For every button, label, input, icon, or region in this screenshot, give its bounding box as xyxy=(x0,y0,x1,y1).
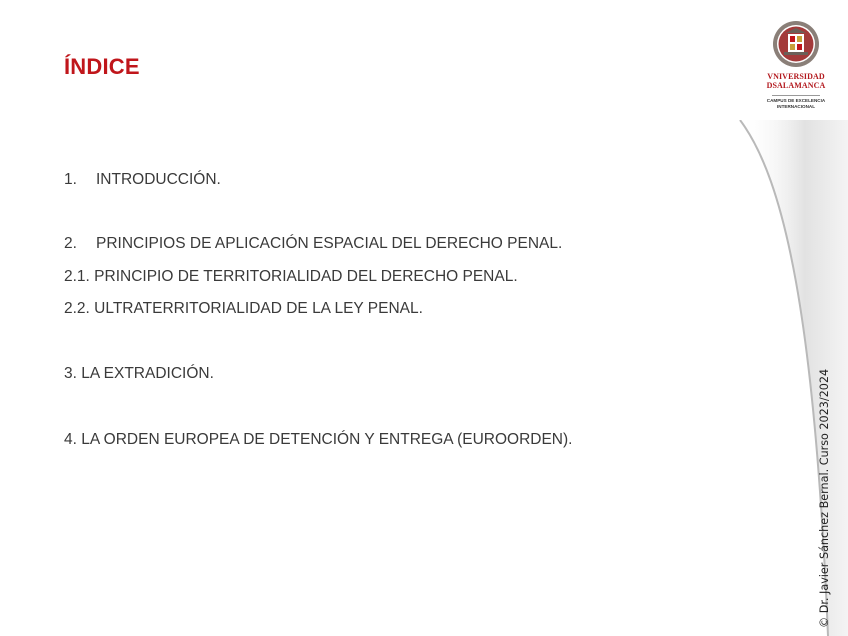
logo-name-line1: VNIVERSIDAD xyxy=(767,72,825,81)
toc-item-number: 1. xyxy=(64,171,77,188)
toc-item xyxy=(64,431,572,449)
toc-item-text: PRINCIPIOS DE APLICACIÓN ESPACIAL DEL DERECHO PENAL. xyxy=(96,235,563,252)
toc-item-number: 4. xyxy=(64,431,77,448)
campus-line2: INTERNACIONAL xyxy=(776,103,816,109)
slide-title: ÍNDICE xyxy=(64,54,140,79)
logo-name-line2: DSALAMANCA xyxy=(766,81,826,90)
toc-item-number: 3. xyxy=(64,365,77,382)
toc-item-text: PRINCIPIO DE TERRITORIALIDAD DEL DERECHO PENAL. xyxy=(94,268,518,285)
campus-line1: CAMPUS DE EXCELENCIA xyxy=(766,98,826,103)
copyright-notice: © Dr. Javier Sánchez Bernal. Curso 2023/2024 xyxy=(818,368,831,628)
toc-item-text: ULTRATERRITORIALIDAD DE LA LEY PENAL. xyxy=(94,300,423,317)
toc-item xyxy=(64,300,423,318)
logo-divider xyxy=(772,95,820,96)
toc-item-number: 2.2. xyxy=(64,300,90,317)
toc-item-number: 2.1. xyxy=(64,268,90,285)
toc-item xyxy=(64,235,562,253)
toc-item-text: LA EXTRADICIÓN. xyxy=(81,365,214,382)
university-name xyxy=(758,72,834,90)
toc-item-number: 2. xyxy=(64,235,77,252)
toc-item xyxy=(64,365,214,383)
toc-item xyxy=(64,171,221,189)
toc-item-text: LA ORDEN EUROPEA DE DETENCIÓN Y ENTREGA (EUROORDEN). xyxy=(81,431,573,448)
campus-label xyxy=(758,98,834,109)
toc-item-text: INTRODUCCIÓN. xyxy=(96,171,221,188)
university-seal-icon xyxy=(772,20,820,68)
toc-item xyxy=(64,268,518,286)
university-logo xyxy=(758,20,834,116)
